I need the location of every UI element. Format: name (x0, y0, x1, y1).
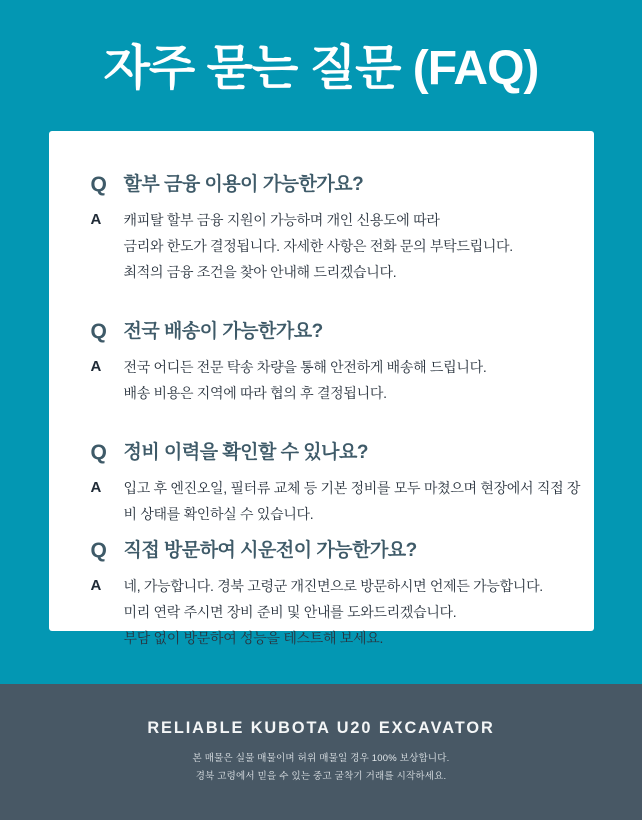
faq-item-maintenance (90, 439, 581, 527)
answer-row (91, 207, 556, 285)
question-text: 전국 배송이 가능한가요? (123, 321, 323, 342)
answer-row (90, 475, 581, 527)
question-marker: Q (90, 320, 107, 343)
footer-tagline: 경북 고령에서 믿을 수 있는 중고 굴착기 거래를 시작하세요. (195, 770, 447, 782)
faq-card (49, 131, 594, 646)
faq-item-delivery (91, 318, 556, 406)
answer-marker: A (90, 577, 102, 594)
question-text: 직접 방문하여 시운전이 가능한가요? (123, 540, 417, 561)
page-title: 자주 묻는 질문 (FAQ) (103, 42, 539, 95)
faq-item-installment (91, 171, 556, 285)
question-marker: Q (90, 173, 107, 196)
answer-row (91, 354, 556, 406)
question-text: 할부 금융 이용이 가능한가요? (123, 174, 364, 195)
answer-row (91, 573, 556, 651)
answer-text (124, 207, 513, 285)
answer-line: 미리 연락 주시면 장비 준비 및 안내를 도와드리겠습니다. (123, 604, 457, 620)
footer-guarantee-line: 본 매물은 실물 매물이며 허위 매물일 경우 100% 보상합니다. (192, 753, 450, 764)
answer-marker: A (90, 358, 102, 375)
answer-line: 전국 어디든 전문 탁송 차량을 통해 안전하게 배송해 드립니다. (123, 359, 487, 375)
question-row (91, 171, 556, 198)
answer-line: 입고 후 엔진오일, 필터류 교체 등 기본 정비를 모두 마쳤으며 현장에서 직접 장 (123, 480, 581, 496)
question-row (91, 318, 556, 345)
question-row (91, 537, 556, 564)
answer-line: 최적의 금융 조건을 찾아 안내해 드리겠습니다. (123, 264, 397, 280)
answer-line: 배송 비용은 지역에 따라 협의 후 결정됩니다. (123, 385, 387, 401)
answer-line: 네, 가능합니다. 경북 고령군 개진면으로 방문하시면 언제든 가능합니다. (123, 578, 543, 594)
answer-marker: A (90, 211, 102, 228)
footer-title: RELIABLE KUBOTA U20 EXCAVATOR (147, 718, 495, 737)
answer-line: 비 상태를 확인하실 수 있습니다. (123, 506, 314, 522)
question-text: 정비 이력을 확인할 수 있나요? (123, 442, 368, 463)
footer-lines (0, 750, 642, 785)
question-marker: Q (90, 441, 107, 464)
question-row (91, 439, 556, 466)
faq-item-test-drive (91, 537, 556, 651)
answer-text (124, 475, 581, 527)
answer-text (124, 573, 543, 651)
answer-marker: A (90, 479, 102, 496)
answer-line: 부담 없이 방문하여 성능을 테스트해 보세요. (123, 630, 384, 646)
question-marker: Q (90, 539, 107, 562)
answer-text (124, 354, 487, 406)
answer-line: 금리와 한도가 결정됩니다. 자세한 사항은 전화 문의 부탁드립니다. (123, 238, 513, 254)
answer-line: 캐피탈 할부 금융 지원이 가능하며 개인 신용도에 따라 (123, 212, 440, 228)
footer (0, 684, 642, 820)
